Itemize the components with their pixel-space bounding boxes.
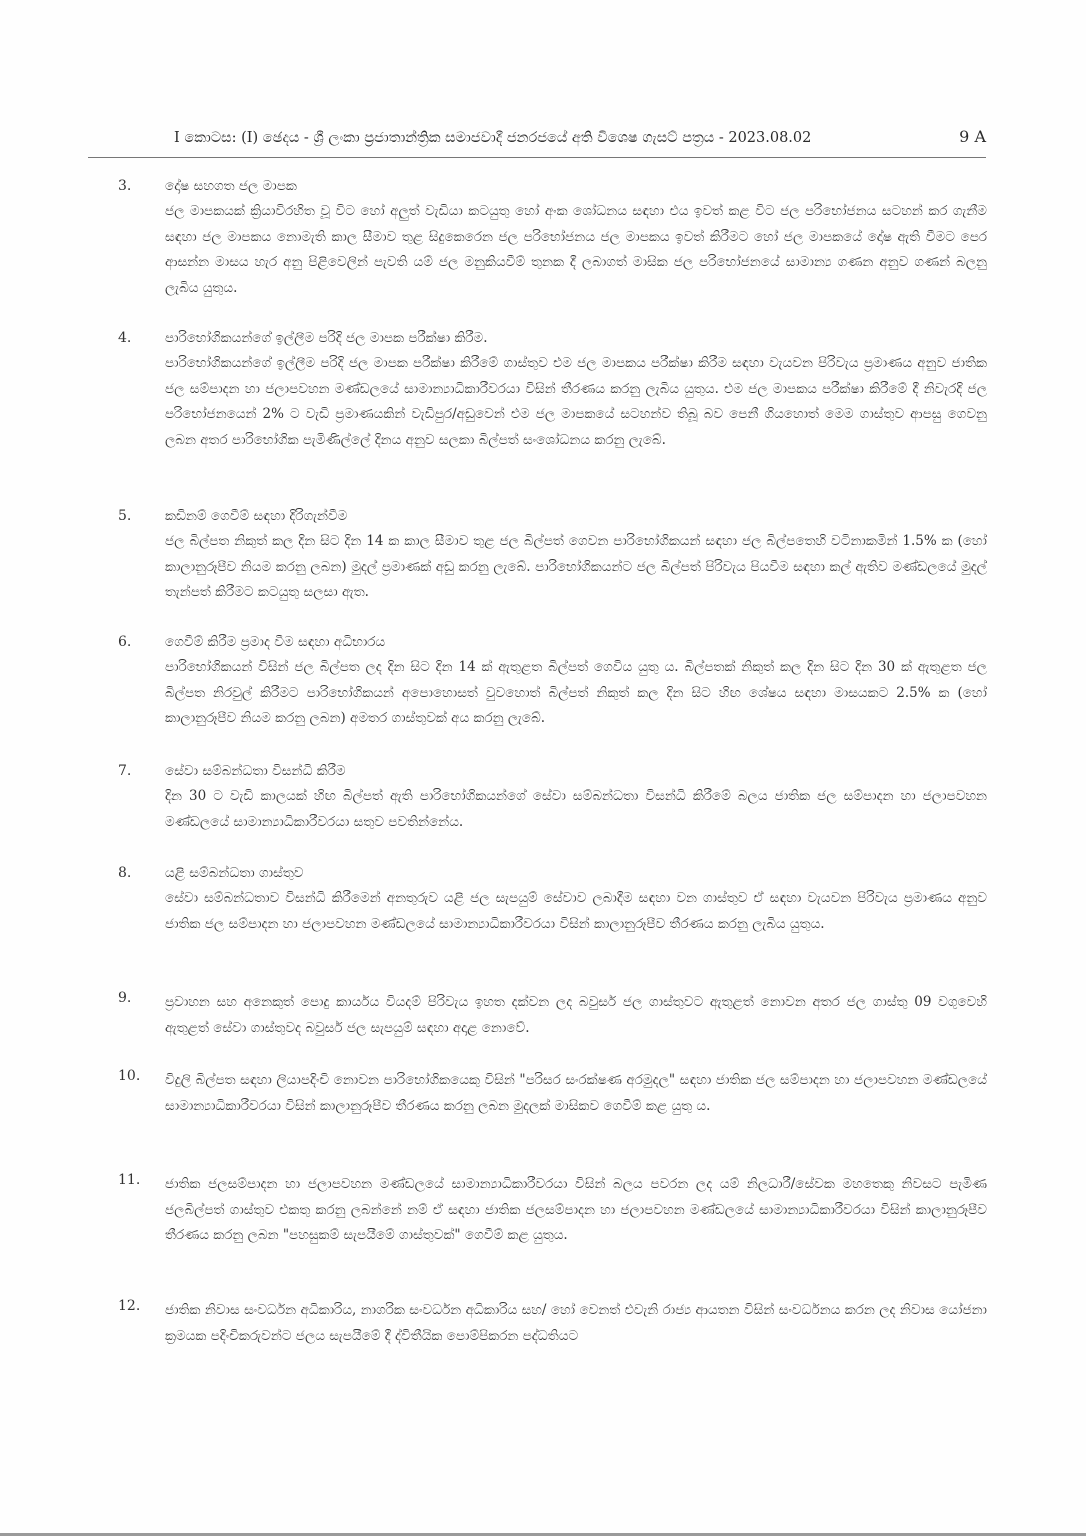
section-body: ප්‍රවාහන සහ අනෙකුත් පොදු කාර්යය වියදම් පිරිවැය ඉහත දක්වන ලද බවුසර් ජල ගාස්තුවට ඇතුළත් නොවන අතර ජල ගාස්තු 09 වගුවෙහි ඇතුළත් සේවා ගාස්තුවද බවුසර් ජල සැපයුම් සඳහා අදාළ නොවේ. (165, 994, 987, 1036)
section-number: 7. (118, 763, 132, 779)
running-header (88, 127, 988, 151)
section-heading: දෝෂ සහගත ජල මාපක (165, 178, 297, 194)
section-number: 11. (118, 1172, 141, 1188)
section-heading: ගෙවීම් කිරීම ප්‍රමාද වීම සඳහා අධිභාරය (165, 634, 386, 650)
section-body: දින 30 ට වැඩි කාලයක් හිඟ බිල්පත් ඇති පාරිභෝගිකයන්ගේ සේවා සම්බන්ධතා විසන්ධි කිරීමේ බලය ජාතික ජල සම්පාදන හා ජලාපවහන මණ්ඩලයේ සාමාන්‍යාධිකාරීවරයා සතුව පවතින්නේය. (165, 788, 987, 830)
section-heading: සේවා සම්බන්ධතා විසන්ධි කිරීම (165, 763, 346, 779)
section-body: ජල මාපකයක් ක්‍රියාවිරහිත වූ විට හෝ අලුත් වැඩියා කටයුතු හෝ අංක ශෝධනය සඳහා එය ඉවත් කළ විට ජල පරිභෝජනය සටහන් කර ගැනීම සඳහා ජල මාපකය නොමැති කාල සීමාව තුළ සිදුකෙරෙන ජල පරිභෝජනය ජල මාපකය ඉවත් කිරීමට හෝ ජල මාපකයේ දෝෂ ඇති වීමට පෙර ආසන්න මාසය හැර අනු පිළිවෙලින් පැවති යම් ජල මනුකියවීම් තුනක දී ලබාගත් මාසික ජල පරිභෝජනයේ සාමාන්‍ය ගණන අනුව ගණන් බලනු ලැබිය යුතුය. (165, 203, 987, 296)
section-number: 5. (118, 508, 132, 524)
section-number: 8. (118, 865, 132, 881)
section-body: සේවා සම්බන්ධතාව විසන්ධි කිරීමෙන් අනතුරුව යළි ජල සැපයුම් සේවාව ලබාදීම සඳහා වන ගාස්තුව ඒ සඳහා වැයවන පිරිවැය ප්‍රමාණය අනුව ජාතික ජල සම්පාදන හා ජලාපවහන මණ්ඩලයේ සාමාන්‍යාධිකාරීවරයා විසින් කාලානුරූපීව තීරණය කරනු ලැබිය යුතුය. (165, 890, 987, 932)
section-number: 10. (118, 1068, 141, 1084)
section-number: 12. (118, 1298, 141, 1314)
section-body: ජාතික නිවාස සංවර්ධන අධිකාරිය, නාගරික සංවර්ධන අධිකාරිය සහ/ හෝ වෙනත් එවැනි රාජ්‍ය ආයතන විසින් සංවර්ධනය කරන ලද නිවාස යෝජනා ක්‍රමයක පදිංචිකරුවන්ට ජලය සැපයීමේ දී ද්විතීයික පොම්පිකරන පද්ධතියට (165, 1302, 987, 1344)
section-body: ජල බිල්පත නිකුත් කල දින සිට දින 14 ක කාල සීමාව තුළ ජල බිල්පත් ගෙවන පාරිභෝගිකයන් සඳහා ජල බිල්පතෙහි වටිනාකමින් 1.5% ක (හෝ කාලානුරූපීව නියම කරනු ලබන) මුදල් ප්‍රමාණක් අඩු කරනු ලැබේ. පාරිභෝගිකයන්ට ජල බිල්පත් පිරිවැය පියවීම සඳහා කල් ඇතිව මණ්ඩලයේ මුදල් තැන්පත් කිරීමට කටයුතු සලසා ඇත. (165, 533, 987, 600)
page-number: 9 A (959, 127, 986, 146)
section-number: 9. (118, 990, 132, 1006)
section-heading: පාරිභෝගිකයන්ගේ ඉල්ලීම පරිදි ජල මාපක පරීක්ෂා කිරීම. (165, 330, 488, 346)
section-number: 4. (118, 330, 132, 346)
section-body: පාරිභෝගිකයන් විසින් ජල බිල්පත ලද දින සිට දින 14 ක් ඇතුළත බිල්පත් ගෙවිය යුතු ය. බිල්පතක් නිකුත් කල දින සිට දින 30 ක් ඇතුළත ජල බිල්පත නිරවුල් කිරීමට පාරිභෝගිකයන් අපොහොසත් වුවහොත් බිල්පත් නිකුත් කල දින සිට හිඟ ශේෂය සඳහා මාසයකට 2.5% ක (හෝ කාලානුරූපීව නියම කරනු ලබන) අමතර ගාස්තුවක් අය කරනු ලැබේ. (165, 659, 987, 726)
section-number: 3. (118, 178, 132, 194)
section-heading: යළි සම්බන්ධතා ගාස්තුව (165, 865, 304, 881)
section-heading: කඩිනම් ගෙවීම් සඳහා දිරිගැන්වීම (165, 508, 348, 524)
section-body: ජාතික ජලසම්පාදන හා ජලාපවහන මණ්ඩලයේ සාමාන්‍යාධිකාරීවරයා විසින් බලය පවරන ලද යම් නිලධාරී/සේවක මහතෙකු නිවසට පැමිණ ජලබිල්පත් ගාස්තුව එකතු කරනු ලබන්නේ නම් ඒ සඳහා ජාතික ජලසම්පාදන හා ජලාපවහන මණ්ඩලයේ සාමාන්‍යාධිකාරීවරයා විසින් කාලානුරූපීව තීරණය කරනු ලබන "පහසුකම් සැපයීමේ ගාස්තුවක්" ගෙවීම් කළ යුතුය. (165, 1176, 987, 1243)
section-number: 6. (118, 634, 132, 650)
section-body: පාරිභෝගිකයන්ගේ ඉල්ලීම පරිදි ජල මාපක පරීක්ෂා කිරීමේ ගාස්තුව එම ජල මාපකය පරීක්ෂා කිරීම සඳහා වැයවන පිරිවැය ප්‍රමාණය අනුව ජාතික ජල සම්පාදන හා ජලාපවහන මණ්ඩලයේ සාමාන්‍යාධිකාරීවරයා විසින් තීරණය කරනු ලැබිය යුතුය. එම ජල මාපකය පරීක්ෂා කිරීමේ දී නිවැරදි ජල පරිභෝජනයෙන් 2% ට වැඩි ප්‍රමාණයකින් වැඩිපුර/අඩුවෙන් එම ජල මාපකයේ සටහන්ව තිබූ බව පෙනී ගියහොත් මෙම ගාස්තුව ආපසු ගෙවනු ලබන අතර පාරිභෝගික පැමිණිල්ලේ දිනය අනුව සලකා බිල්පත් සංශෝධනය කරනු ලැබේ. (165, 355, 987, 448)
running-header-title: I කොටස: (I) ඡෙදය - ශ්‍රී ලංකා ප්‍රජාතාන්ත්‍රික සමාජවාදී ජනරජයේ අති විශෙෂ ගැසට් පත්‍රය - 2023.08.02 (174, 130, 812, 146)
section-body: විදුලි බිල්පත සඳහා ලියාපදිංචි නොවන පාරිභෝගිකයෙකු විසින් "පරිසර සංරක්ෂණ අරමුදල" සඳහා ජාතික ජල සම්පාදන හා ජලාපවහන මණ්ඩලයේ සාමාන්‍යාධිකාරීවරයා විසින් කාලානුරූපීව තීරණය කරනු ලබන මුදලක් මාසිකව ගෙවීම් කළ යුතු ය. (165, 1072, 987, 1114)
header-divider (88, 157, 986, 158)
